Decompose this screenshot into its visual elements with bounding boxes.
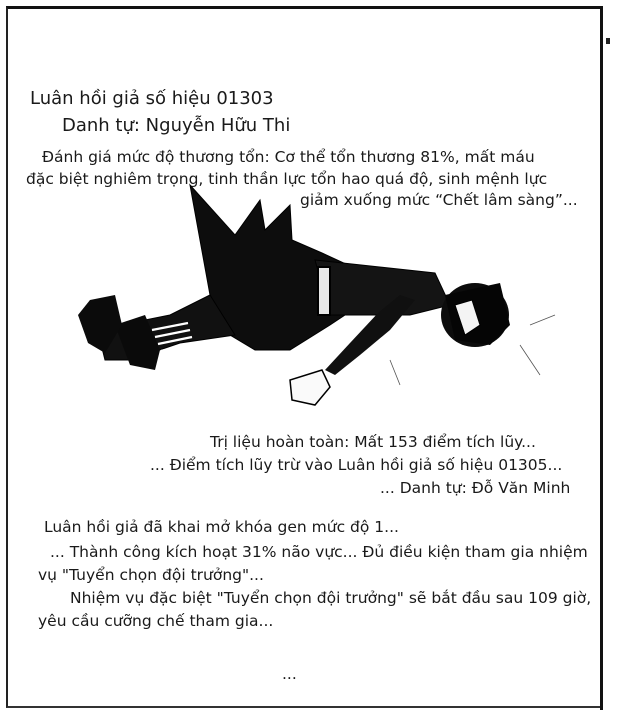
mission-line-1: Luân hồi giả đã khai mở khóa gen mức độ 1... [44, 518, 399, 536]
mission-line-4: Nhiệm vụ đặc biệt "Tuyển chọn đội trưởng" sẽ bắt đầu sau 109 giờ, [70, 589, 592, 607]
mission-line-3: vụ "Tuyển chọn đội trưởng"... [38, 566, 264, 584]
corner-mark [606, 38, 610, 44]
panel-border-right [600, 6, 603, 710]
header-name: Danh tự: Nguyễn Hữu Thi [62, 115, 291, 136]
assessment-line-1: Đánh giá mức độ thương tổn: Cơ thể tổn thương 81%, mất máu [42, 148, 535, 166]
treatment-line-2: ... Điểm tích lũy trừ vào Luân hồi giả số hiệu 01305... [150, 456, 563, 474]
mission-line-5: yêu cầu cưỡng chế tham gia... [38, 612, 274, 630]
ending-ellipsis: ... [282, 665, 297, 683]
treatment-line-3: ... Danh tự: Đỗ Văn Minh [380, 479, 571, 497]
assessment-line-2: đặc biệt nghiêm trọng, tinh thần lực tổn hao quá độ, sinh mệnh lực [26, 170, 548, 188]
assessment-line-3: giảm xuống mức “Chết lâm sàng”... [300, 191, 578, 209]
header-title: Luân hồi giả số hiệu 01303 [30, 88, 274, 109]
treatment-line-1: Trị liệu hoàn toàn: Mất 153 điểm tích lũy... [210, 433, 536, 451]
fallen-figure-illustration [60, 175, 560, 425]
mission-line-2: ... Thành công kích hoạt 31% não vực... Đủ điều kiện tham gia nhiệm [50, 543, 588, 561]
